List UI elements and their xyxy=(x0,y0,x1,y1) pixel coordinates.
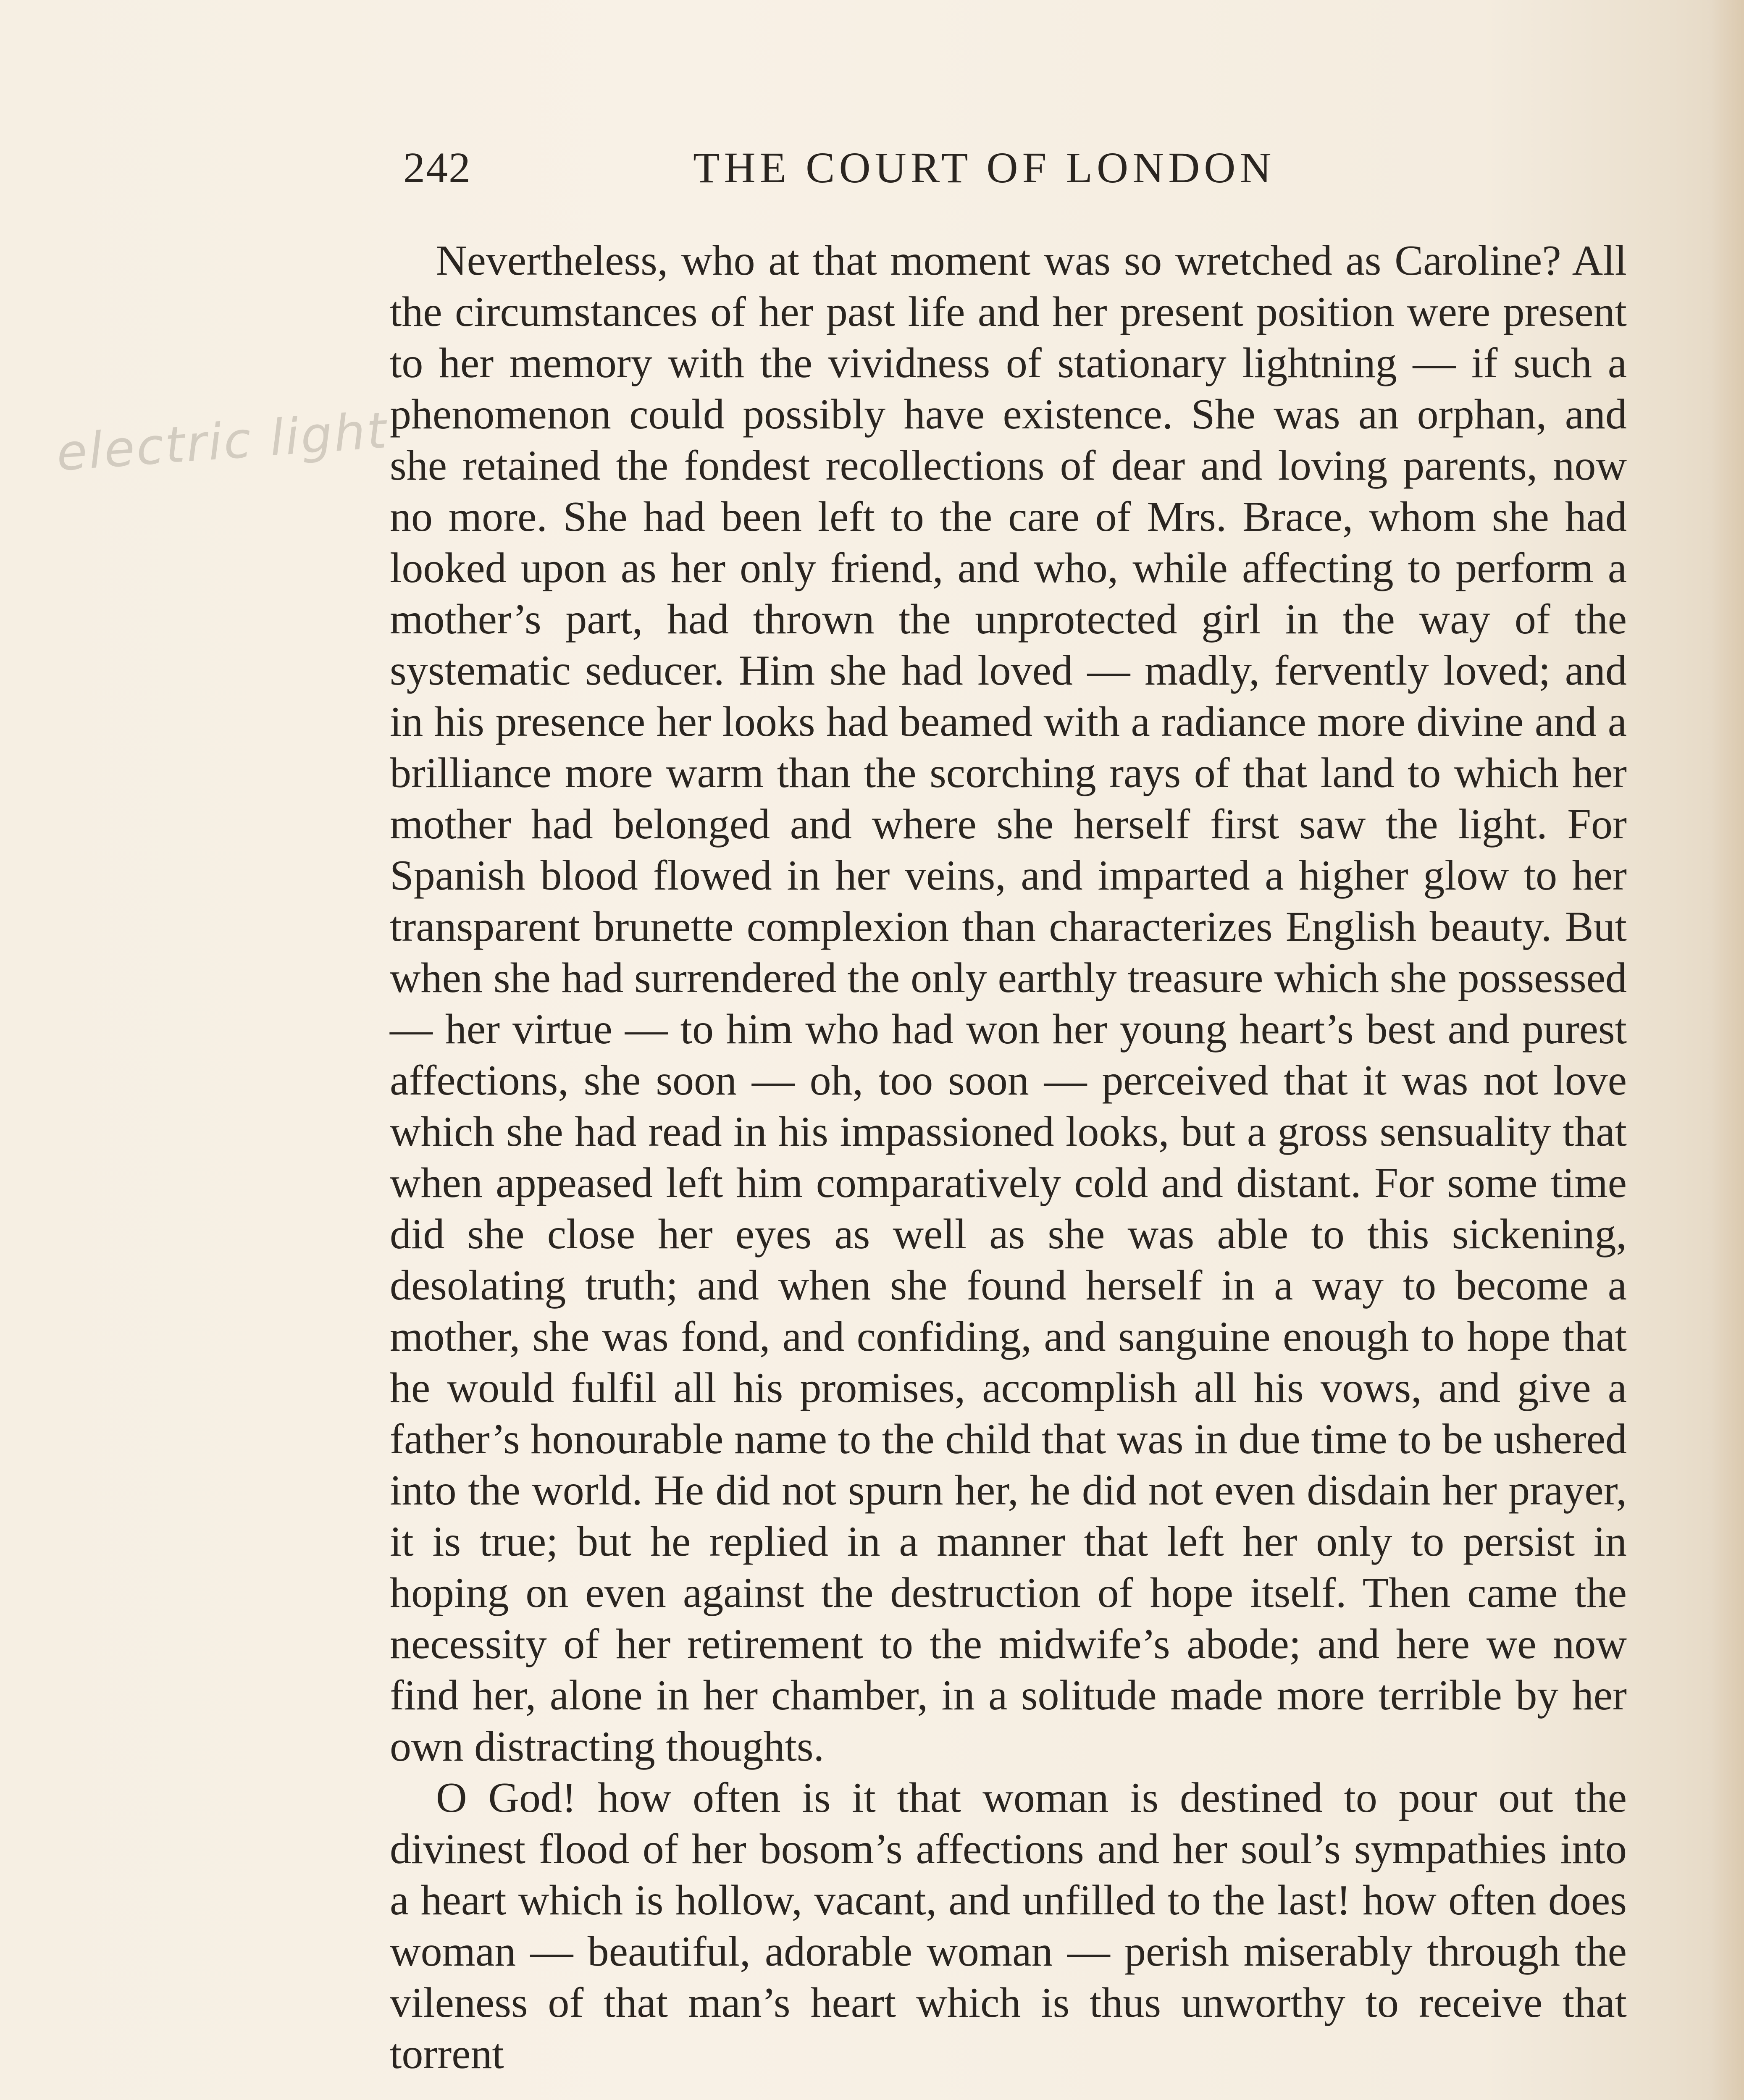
page-number: 242 xyxy=(403,144,471,192)
handwritten-margin-note: electric light xyxy=(55,401,390,482)
paragraph-2: O God! how often is it that woman is destined to pour out the divinest flood of her bosom’s affections and her soul’s sympathies into a heart which is hollow, vacant, and unfilled to the last! how often does woman — beautiful, adorable woman — perish miserably through the vileness of that man’s heart which is thus unworthy to receive that torrent xyxy=(390,1774,1627,2078)
running-head: THE COURT OF LONDON xyxy=(693,144,1276,192)
body-text xyxy=(390,235,1627,2080)
page-header xyxy=(403,139,1348,197)
page-edge-shadow xyxy=(1710,0,1744,2100)
paragraph-1: Nevertheless, who at that moment was so wretched as Caroline? All the circumstances of her past life and her present position were present to her memory with the vividness of stationary lightning — if such a phenomenon could possibly have existence. She was an orphan, and she retained the fondest recollections of dear and loving parents, now no more. She had been left to the care of Mrs. Brace, whom she had looked upon as her only friend, and who, while affecting to perform a mother’s part, had thrown the unprotected girl in the way of the systematic seducer. Him she had loved — madly, fervently loved; and in his presence her looks had beamed with a radiance more divine and a brilliance more warm than the scorching rays of that land to which her mother had belonged and where she herself first saw the light. For Spanish blood flowed in her veins, and imparted a higher glow to her transparent brunette complexion than characterizes English beauty. But when she had surrendered the only earthly treasure which she possessed — her virtue — to him who had won her young heart’s best and purest affections, she soon — oh, too soon — perceived that it was not love which she had read in his impassioned looks, but a gross sensuality that when appeased left him comparatively cold and distant. For some time did she close her eyes as well as she was able to this sickening, desolating truth; and when she found herself in a way to become a mother, she was fond, and confiding, and sanguine enough to hope that he would fulfil all his promises, accomplish all his vows, and give a father’s honourable name to the child that was in due time to be ushered into the world. He did not spurn her, he did not even disdain her prayer, it is true; but he replied in a manner that left her only to persist in hoping on even against the destruction of hope itself. Then came the necessity of her retirement to the midwife’s abode; and here we now find her, alone in her chamber, in a solitude made more terrible by her own distracting thoughts. xyxy=(390,237,1627,1770)
